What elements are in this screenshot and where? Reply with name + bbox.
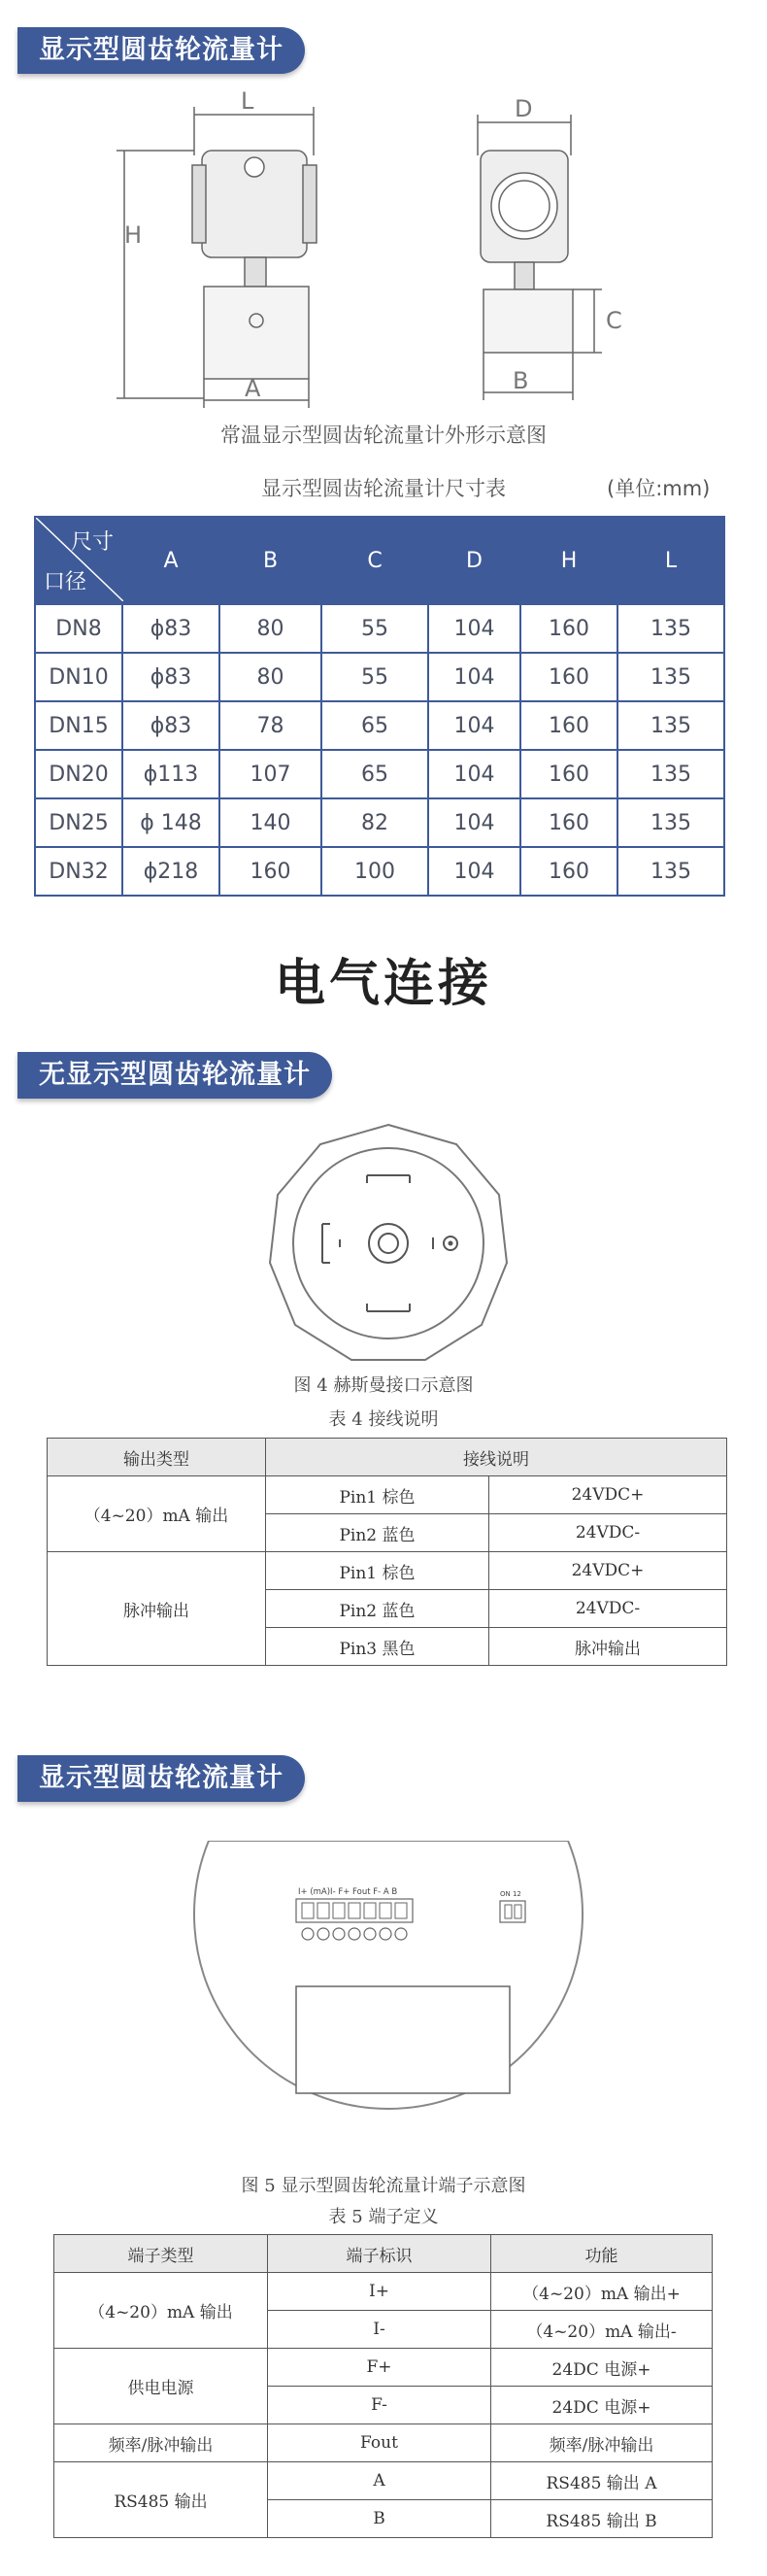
dimension-table-header	[35, 517, 724, 604]
header-cell: L	[617, 517, 724, 604]
table-row	[54, 2273, 713, 2311]
table-row	[48, 1552, 727, 1590]
table-cell: DN20	[35, 750, 122, 798]
table-cell: Pin2 蓝色	[266, 1514, 489, 1552]
table-cell: 脉冲输出	[489, 1628, 727, 1666]
table-row	[48, 1476, 727, 1514]
table-cell: Fout	[268, 2424, 491, 2462]
terminal-type-cell: （4~20）mA 输出	[54, 2273, 268, 2349]
dim-label-c: C	[606, 307, 622, 334]
table-cell: 107	[219, 750, 321, 798]
table-row	[54, 2462, 713, 2500]
header-cell: B	[219, 517, 321, 604]
table-row	[35, 847, 724, 896]
outline-drawing	[97, 87, 680, 418]
dim-table-title: 显示型圆齿轮流量计尺寸表	[261, 477, 506, 500]
table-cell: 160	[520, 847, 617, 896]
terminal-type-cell: 频率/脉冲输出	[54, 2424, 268, 2462]
table-row	[35, 604, 724, 653]
table-cell: 24DC 电源+	[491, 2387, 713, 2424]
table-cell: DN15	[35, 701, 122, 750]
table-cell: F+	[268, 2349, 491, 2387]
table-cell: （4~20）mA 输出-	[491, 2311, 713, 2349]
table-row	[35, 798, 724, 847]
figure1-caption: 常温显示型圆齿轮流量计外形示意图	[220, 424, 547, 447]
table4-title: 表 4 接线说明	[328, 1409, 439, 1430]
table-cell: 24VDC+	[489, 1476, 727, 1514]
table-cell: 82	[321, 798, 428, 847]
table-cell: 160	[520, 604, 617, 653]
table-cell: 160	[520, 653, 617, 701]
output-type-cell: 脉冲输出	[48, 1552, 266, 1666]
hirschmann-connector-diagram	[262, 1117, 515, 1370]
table-cell: 78	[219, 701, 321, 750]
table-cell: ϕ218	[122, 847, 219, 896]
header-cell: H	[520, 517, 617, 604]
table-cell: 135	[617, 701, 724, 750]
header-cell: 端子类型	[54, 2235, 268, 2273]
table-cell: 140	[219, 798, 321, 847]
table-cell: 160	[520, 798, 617, 847]
table-cell: 频率/脉冲输出	[491, 2424, 713, 2462]
wiring-table	[47, 1438, 727, 1666]
table-cell: 135	[617, 847, 724, 896]
figure5-caption: 图 5 显示型圆齿轮流量计端子示意图	[241, 2176, 526, 2196]
figure4-caption: 图 4 赫斯曼接口示意图	[293, 1375, 474, 1396]
table-cell: 160	[520, 701, 617, 750]
table-cell: Pin2 蓝色	[266, 1590, 489, 1628]
dim-table-unit: (单位:mm)	[607, 477, 711, 500]
header-cell: 输出类型	[48, 1439, 266, 1476]
header-cell: 接线说明	[266, 1439, 727, 1476]
table-row	[35, 701, 724, 750]
table-row	[54, 2424, 713, 2462]
dim-label-l: L	[241, 87, 254, 115]
terminal-labels: I+ (mA)I- F+ Fout F- A B	[298, 1887, 398, 1897]
table-cell: ϕ83	[122, 604, 219, 653]
dip-switch-label: ON 12	[500, 1890, 521, 1898]
section-badge-non-display-meter: 无显示型圆齿轮流量计	[17, 1052, 332, 1099]
header-cell: C	[321, 517, 428, 604]
table-cell: 24VDC+	[489, 1552, 727, 1590]
header-cell: 功能	[491, 2235, 713, 2273]
table-cell: 24VDC-	[489, 1590, 727, 1628]
table-cell: 80	[219, 604, 321, 653]
dim-label-h: H	[124, 221, 143, 249]
corner-bottom-label: 口径	[44, 570, 87, 594]
output-type-cell: （4~20）mA 输出	[48, 1476, 266, 1552]
table-cell: 24VDC-	[489, 1514, 727, 1552]
table-cell: 104	[428, 750, 520, 798]
table-row	[54, 2349, 713, 2387]
table-cell: A	[268, 2462, 491, 2500]
terminal-type-cell: RS485 输出	[54, 2462, 268, 2538]
table-cell: F-	[268, 2387, 491, 2424]
table-cell: 104	[428, 847, 520, 896]
table-cell: ϕ 148	[122, 798, 219, 847]
header-cell: 端子标识	[268, 2235, 491, 2273]
table-cell: 135	[617, 604, 724, 653]
table-cell: 55	[321, 604, 428, 653]
section-title: 电气连接	[274, 955, 492, 1013]
dim-label-a: A	[245, 375, 261, 402]
header-cell: D	[428, 517, 520, 604]
table-row	[48, 1439, 727, 1476]
table-cell: DN10	[35, 653, 122, 701]
terminal-board-diagram	[189, 1841, 587, 2161]
table-cell: 65	[321, 701, 428, 750]
table-cell: DN8	[35, 604, 122, 653]
table-cell: 104	[428, 701, 520, 750]
table-cell: B	[268, 2500, 491, 2538]
table-cell: 55	[321, 653, 428, 701]
table-cell: （4~20）mA 输出+	[491, 2273, 713, 2311]
section-badge-display-meter-2: 显示型圆齿轮流量计	[17, 1755, 305, 1802]
corner-top-label: 尺寸	[70, 530, 114, 555]
table-cell: DN25	[35, 798, 122, 847]
terminal-definition-table	[53, 2234, 713, 2538]
table-cell: RS485 输出 A	[491, 2462, 713, 2500]
table-row	[35, 653, 724, 701]
dim-label-d: D	[515, 95, 533, 122]
table-cell: ϕ113	[122, 750, 219, 798]
table-cell: Pin1 棕色	[266, 1552, 489, 1590]
table-cell: 104	[428, 798, 520, 847]
table-cell: I+	[268, 2273, 491, 2311]
table5-title: 表 5 端子定义	[328, 2207, 439, 2227]
table-cell: 135	[617, 750, 724, 798]
table-cell: Pin3 黑色	[266, 1628, 489, 1666]
table-cell: 65	[321, 750, 428, 798]
table-cell: 160	[219, 847, 321, 896]
table-cell: RS485 输出 B	[491, 2500, 713, 2538]
table-cell: 24DC 电源+	[491, 2349, 713, 2387]
header-cell: A	[122, 517, 219, 604]
dimension-table	[34, 516, 725, 897]
table-cell: ϕ83	[122, 701, 219, 750]
table-cell: I-	[268, 2311, 491, 2349]
table-cell: 135	[617, 798, 724, 847]
terminal-type-cell: 供电电源	[54, 2349, 268, 2424]
table-cell: 80	[219, 653, 321, 701]
table-cell: 100	[321, 847, 428, 896]
dim-label-b: B	[513, 367, 529, 394]
table-row	[54, 2235, 713, 2273]
table-cell: 104	[428, 604, 520, 653]
table-cell: ϕ83	[122, 653, 219, 701]
table-cell: DN32	[35, 847, 122, 896]
header-corner-cell	[35, 517, 122, 604]
table-cell: 160	[520, 750, 617, 798]
table-cell: Pin1 棕色	[266, 1476, 489, 1514]
table-cell: 135	[617, 653, 724, 701]
table-row	[35, 750, 724, 798]
table-cell: 104	[428, 653, 520, 701]
section-badge-display-meter: 显示型圆齿轮流量计	[17, 27, 305, 74]
